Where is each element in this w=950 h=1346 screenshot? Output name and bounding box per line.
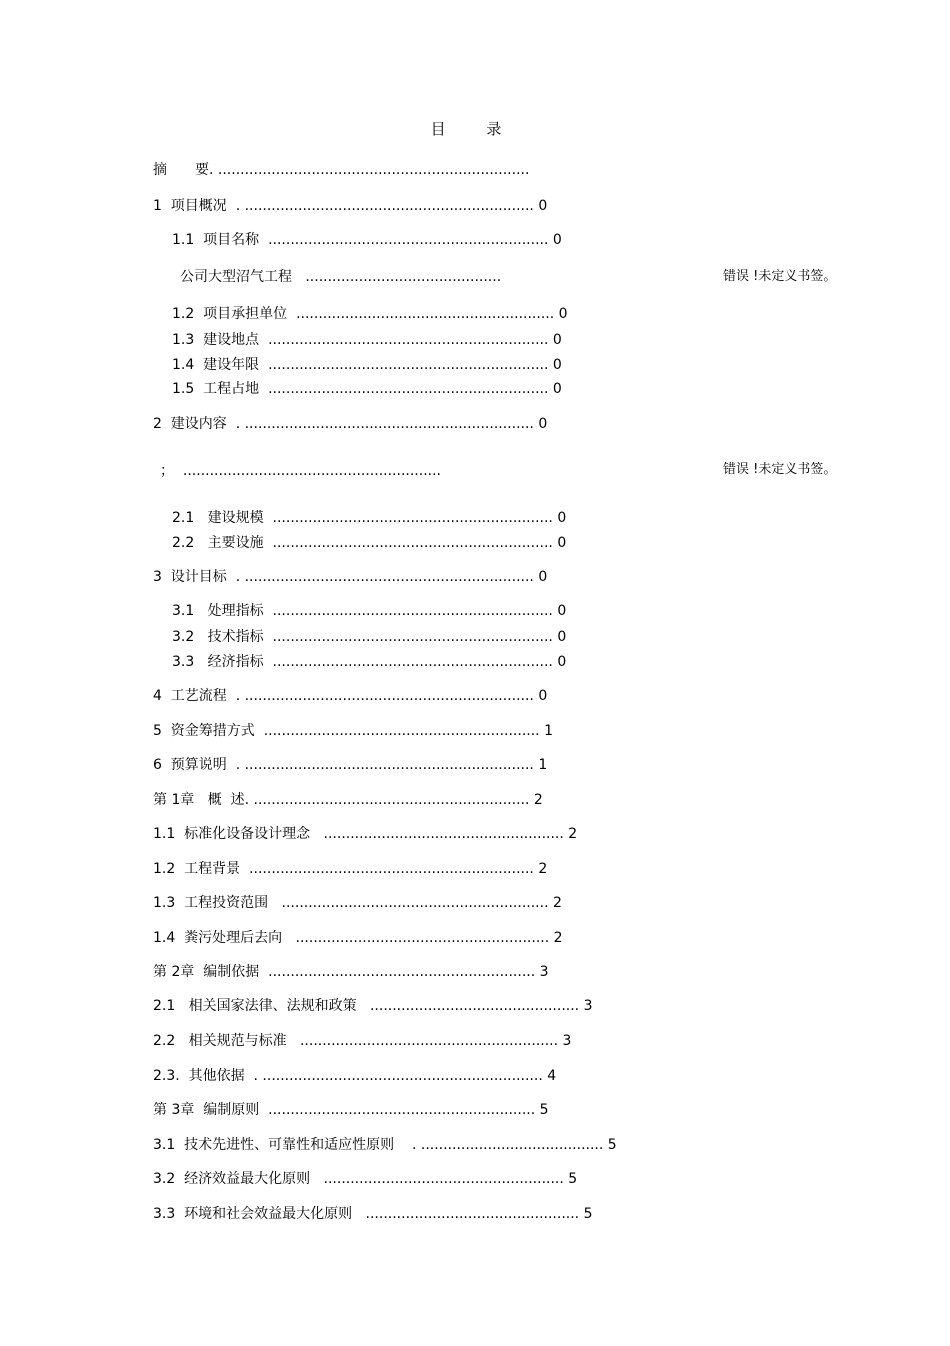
toc-entry[interactable]: 3.3 经济指标 ............................................................... 0 (172, 654, 567, 670)
toc-entry[interactable]: 1.3 工程投资范围 ............................................................ 2 (153, 895, 562, 911)
toc-entry[interactable]: 1.1 标准化设备设计理念 ...................................................... 2 (153, 826, 578, 842)
toc-entry[interactable]: 2.2 相关规范与标准 .......................................................... 3 (153, 1033, 572, 1049)
bookmark-error-text: 错误 !未定义书签。 (723, 269, 837, 284)
toc-entry[interactable]: 1.3 建设地点 ............................................................... 0 (172, 332, 562, 348)
toc-entry[interactable]: 2 建设内容 . ................................................................. 0 (153, 416, 548, 432)
toc-title: 目 录 (430, 120, 520, 138)
toc-entry[interactable]: 1.4 建设年限 ............................................................... 0 (172, 357, 562, 373)
toc-entry[interactable]: 2.1 建设规模 ............................................................... 0 (172, 510, 567, 526)
toc-entry[interactable]: 3.2 技术指标 ............................................................... 0 (172, 629, 567, 645)
toc-entry[interactable]: 1.1 项目名称 ............................................................... 0 (172, 232, 562, 248)
toc-entry[interactable]: 3 设计目标 . ................................................................. 0 (153, 569, 548, 585)
toc-entry[interactable]: 6 预算说明 . ................................................................. 1 (153, 757, 548, 773)
toc-entry[interactable]: 第 3章 编制原则 ............................................................ 5 (153, 1102, 549, 1118)
toc-entry[interactable]: 2.3. 其他依据 . ............................................................... 4 (153, 1068, 557, 1084)
toc-entry[interactable]: 1.2 项目承担单位 .......................................................... 0 (172, 306, 568, 322)
toc-entry[interactable]: 3.2 经济效益最大化原则 ...................................................... 5 (153, 1171, 578, 1187)
toc-entry[interactable]: 5 资金筹措方式 .............................................................. 1 (153, 723, 553, 739)
toc-entry[interactable]: 1 项目概况 . ................................................................. 0 (153, 198, 548, 214)
toc-entry[interactable]: 公司大型沼气工程 ............................................ (180, 269, 502, 285)
toc-entry[interactable]: 3.3 环境和社会效益最大化原则 ................................................ 5 (153, 1206, 593, 1222)
toc-entry[interactable]: 3.1 技术先进性、可靠性和适应性原则 . ......................................... 5 (153, 1137, 617, 1153)
toc-entry[interactable]: 1.5 工程占地 ............................................................... 0 (172, 381, 562, 397)
toc-entry[interactable]: 4 工艺流程 . ................................................................. 0 (153, 688, 548, 704)
bookmark-error-text: 错误 !未定义书签。 (723, 462, 837, 477)
toc-entry[interactable]: 2.1 相关国家法律、法规和政策 ............................................... 3 (153, 998, 593, 1014)
toc-entry[interactable]: 2.2 主要设施 ............................................................... 0 (172, 535, 567, 551)
toc-entry[interactable]: 第 1章 概 述. .............................................................. 2 (153, 792, 543, 808)
toc-entry[interactable]: 1.2 工程背景 ................................................................ 2 (153, 861, 548, 877)
toc-entry[interactable]: 3.1 处理指标 ............................................................... 0 (172, 603, 567, 619)
toc-entry[interactable]: 摘 要. ...................................................................... (153, 162, 530, 178)
toc-entry[interactable]: 第 2章 编制依据 ............................................................ 3 (153, 964, 549, 980)
toc-entry[interactable]: ； .......................................................... (160, 463, 442, 479)
toc-entry[interactable]: 1.4 粪污处理后去向 ......................................................... 2 (153, 930, 563, 946)
